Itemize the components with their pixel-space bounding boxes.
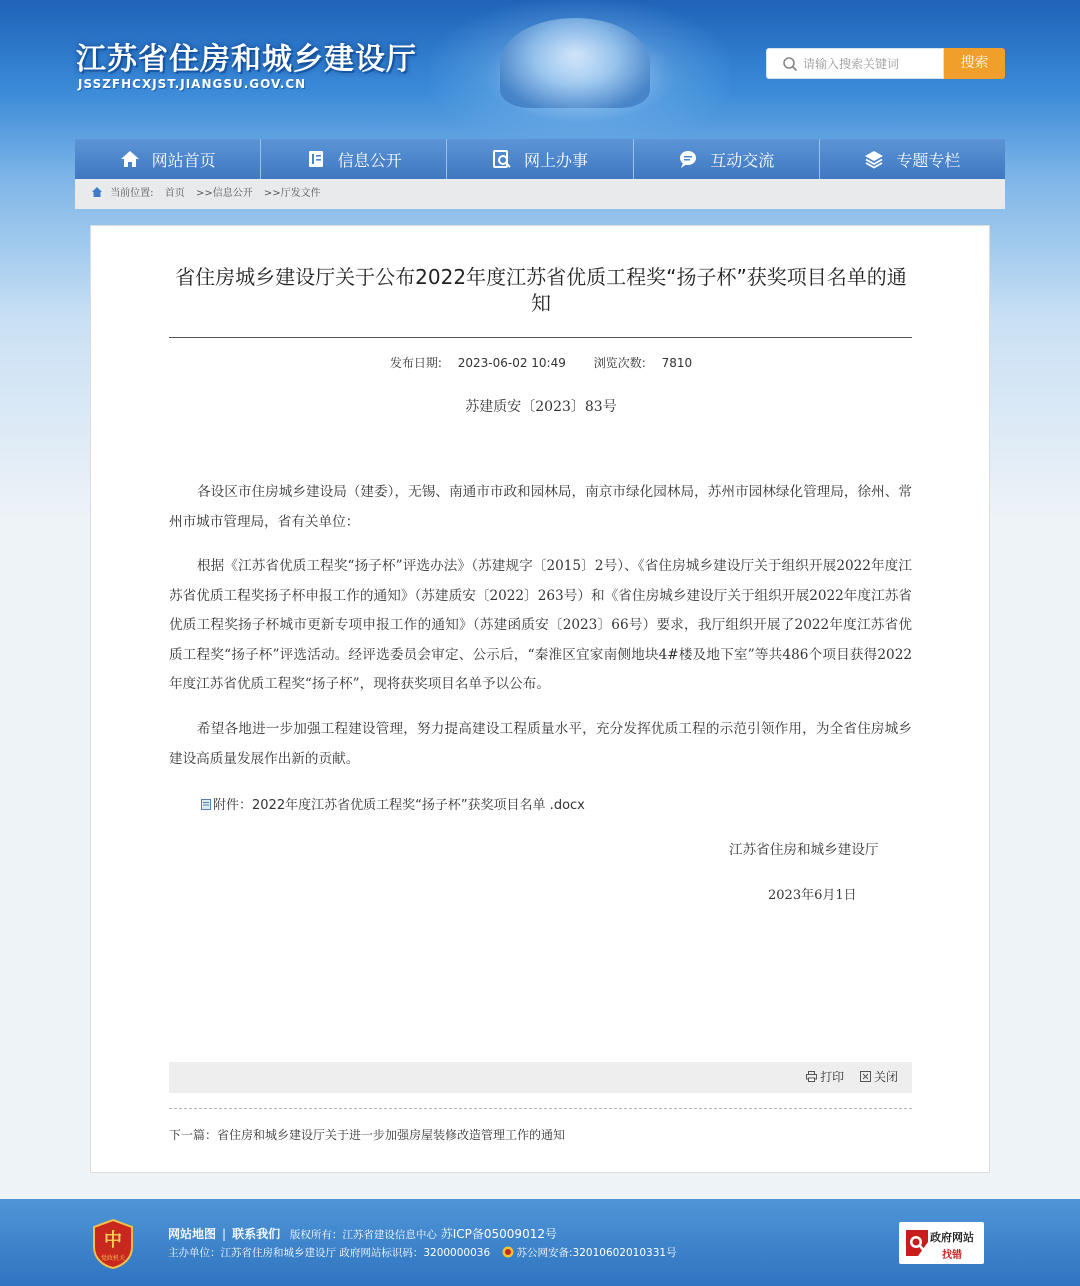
nav-item-home[interactable]: [75, 139, 261, 179]
next-article-link[interactable]: 下一篇：省住房和城乡建设厅关于进一步加强房屋装修改造管理工作的通知: [169, 1128, 566, 1142]
print-button[interactable]: [806, 1070, 844, 1084]
breadcrumb-info[interactable]: >>信息公开: [195, 188, 253, 199]
article-title: 省住房城乡建设厅关于公布2022年度江苏省优质工程奖“扬子杯”获奖项目名单的通知: [175, 265, 907, 315]
paragraph-closing: 希望各地进一步加强工程建设管理，努力提高建设工程质量水平，充分发挥优质工程的示范引领作用，为全省住房城乡建设高质量发展作出新的贡献。: [169, 721, 912, 767]
paragraph-body: 根据《江苏省优质工程奖“扬子杯”评选办法》（苏建规字〔2015〕2号）、《省住房城乡建设厅关于组织开展2022年度江苏省优质工程奖扬子杯申报工作的通知》（苏建质安〔2022〕263号）和《省住房城乡建设厅关于组织开展2022年度江苏省优质工程奖扬子杯城市更新专项申报工作的通知》（苏建函质安〔2023〕66号）要求，我厅组织开展了2022年度江苏省优质工程奖“扬子杯”评选活动。经评选委员会审定、公示后，“秦淮区宜家南侧地块4#楼及地下室”等共486个项目获得2022年度江苏省优质工程奖“扬子杯”，现将获奖项目名单予以公布。: [169, 558, 912, 692]
error-report-icon: [904, 1228, 930, 1258]
search-input[interactable]: 请输入搜索关键词: [766, 48, 944, 79]
document-number: 苏建质安〔2023〕83号: [465, 399, 617, 415]
search-button[interactable]: 搜索: [944, 48, 1005, 79]
breadcrumb-prefix: 当前位置:: [110, 188, 154, 199]
copyright-text: 版权所有：江苏省建设信息中心: [289, 1229, 437, 1241]
nav-label: 网上办事: [524, 150, 589, 170]
breadcrumb-home[interactable]: 首页: [164, 188, 185, 199]
icp-link[interactable]: 苏ICP备05009012号: [440, 1227, 557, 1241]
svg-text:中: 中: [104, 1230, 122, 1251]
site-title[interactable]: 江苏省住房和城乡建设厅: [76, 42, 417, 77]
breadcrumb-documents[interactable]: >>厅发文件: [263, 188, 321, 199]
views-label: 浏览次数:: [593, 356, 646, 370]
attachment-label: 附件：2022年度江苏省优质工程奖“扬子杯”获奖项目名单 .docx: [213, 798, 585, 813]
chat-icon: [678, 149, 698, 169]
nav-item-interaction[interactable]: [634, 139, 820, 179]
svg-text:党政机关: 党政机关: [100, 1255, 126, 1262]
badge-line2: 找错: [942, 1250, 962, 1261]
file-icon: [201, 799, 211, 810]
contact-link[interactable]: 联系我们: [232, 1227, 281, 1241]
close-label: 关闭: [873, 1070, 898, 1084]
footer-links: 网站地图 | 联系我们 版权所有：江苏省建设信息中心 苏ICP备05009012号: [168, 1227, 557, 1241]
signature-date: 2023年6月1日: [768, 888, 857, 903]
nav-label: 互动交流: [710, 150, 775, 170]
publish-label: 发布日期:: [389, 356, 442, 370]
print-icon: [806, 1071, 817, 1082]
divider: [169, 1108, 912, 1109]
site-domain: JSSZFHCXJST.JIANGSU.GOV.CN: [78, 77, 307, 91]
main-nav: [75, 139, 1005, 179]
search-doc-icon: [492, 149, 512, 169]
paragraph-addressees: 各设区市住房城乡建设局（建委），无锡、南通市市政和园林局，南京市绿化园林局，苏州市园林绿化管理局，徐州、常州市城市管理局，省有关单位：: [169, 484, 912, 530]
search-icon: [782, 56, 798, 72]
party-government-emblem-icon[interactable]: [92, 1219, 134, 1269]
attachment-link[interactable]: [201, 794, 585, 813]
signature: 江苏省住房和城乡建设厅: [729, 842, 879, 858]
sitemap-link[interactable]: 网站地图: [168, 1227, 217, 1241]
title-divider: [169, 337, 912, 338]
layers-icon: [864, 149, 884, 169]
nav-label: 信息公开: [337, 150, 402, 170]
nav-label: 网站首页: [151, 150, 216, 170]
stadium-image: [500, 18, 650, 108]
badge-line1: 政府网站: [930, 1231, 974, 1244]
footer-info: [168, 1245, 677, 1260]
article-panel: [90, 225, 990, 1173]
close-button[interactable]: [860, 1070, 898, 1084]
nav-label: 专题专栏: [896, 150, 961, 170]
nav-item-online-service[interactable]: [447, 139, 633, 179]
views-count: 7810: [661, 356, 693, 370]
location-icon: [91, 186, 103, 198]
breadcrumb: [75, 179, 1005, 209]
police-badge-icon: [502, 1246, 514, 1258]
gov-site-error-report-badge[interactable]: [899, 1222, 984, 1264]
print-label: 打印: [820, 1070, 845, 1084]
home-icon: [120, 149, 140, 169]
nav-item-special-topics[interactable]: [820, 139, 1005, 179]
article-meta: [91, 354, 991, 371]
close-icon: [860, 1071, 871, 1082]
nav-item-info-disclosure[interactable]: [261, 139, 447, 179]
sponsor-text: 主办单位：江苏省住房和城乡建设厅 政府网站标识码：3200000036: [168, 1247, 491, 1259]
document-icon: [306, 149, 326, 169]
publish-date: 2023-06-02 10:49: [457, 356, 566, 370]
article-toolbar: [169, 1062, 912, 1093]
police-record-link[interactable]: 苏公网安备:32010602010331号: [516, 1247, 677, 1259]
